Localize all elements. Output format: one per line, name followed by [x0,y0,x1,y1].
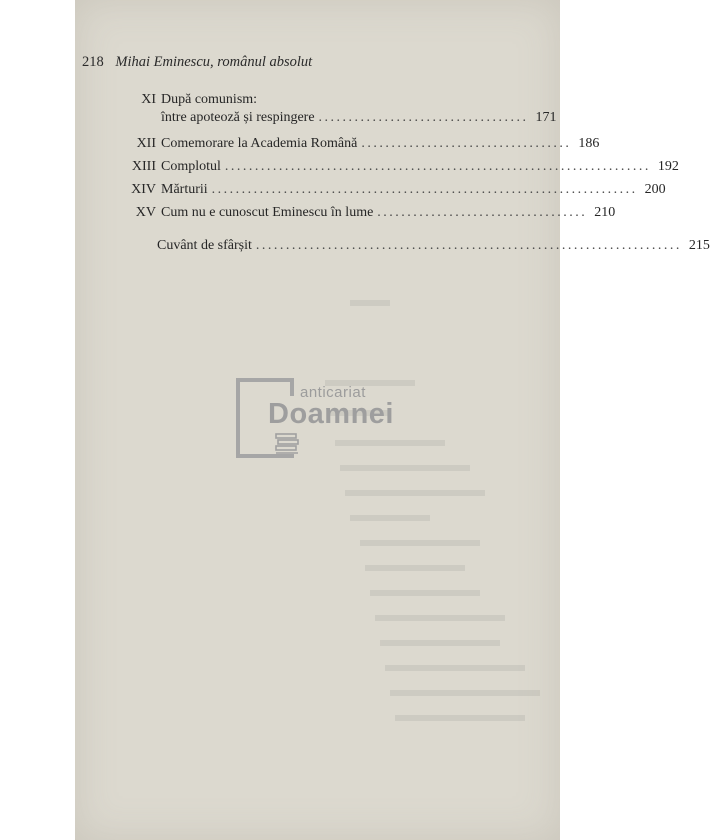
toc-roman: XV [135,205,156,220]
watermark-logo [236,378,416,462]
books-icon [274,430,300,456]
watermark-small-text: anticariat [300,384,366,401]
toc-title-line: Mărturii [161,182,208,197]
toc-leader: ....................................................................... [224,159,651,174]
toc-page: 200 [644,182,666,197]
toc-roman: XIV [131,182,156,197]
book-title: Mihai Eminescu, românul absolut [115,54,313,70]
bleed-through-text [150,280,635,740]
toc-roman: XII [136,136,156,151]
toc-title-line: Comemorare la Academia Română [161,136,358,151]
toc-page: 186 [578,136,600,151]
toc-title-line: Complotul [161,159,221,174]
running-header [82,54,312,71]
toc-title-line: între apoteoză și respingere [161,110,315,125]
toc-leader: ....................................................................... [211,182,638,197]
toc-title-line: Cuvânt de sfârșit [157,238,252,253]
toc-roman: XI [141,92,156,107]
toc-leader: ....................................................................... [255,238,682,253]
toc-page: 171 [535,110,557,125]
toc-leader: ................................... [377,205,588,220]
toc-roman: XIII [131,159,156,174]
watermark-big-text: Doamnei [268,398,394,430]
toc-title-line: După comunism: [161,92,258,107]
toc-page: 192 [657,159,679,174]
toc-title-line: Cum nu e cunoscut Eminescu în lume [161,205,374,220]
toc-page: 210 [594,205,616,220]
toc-page: 215 [688,238,710,253]
page-number: 218 [82,54,104,70]
toc-leader: ................................... [361,136,572,151]
toc-leader: ................................... [318,110,529,125]
